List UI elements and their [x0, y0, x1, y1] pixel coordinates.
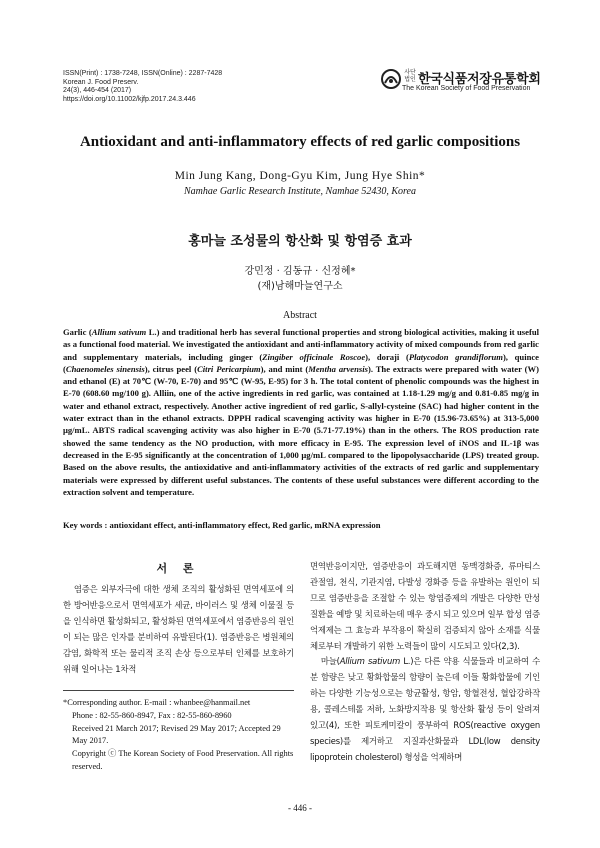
authors: Min Jung Kang, Dong-Gyu Kim, Jung Hye Shin*	[174, 170, 426, 182]
dates: Received 21 March 2017; Revised 29 May 2017; Accepted 29 May 2017.	[72, 723, 281, 746]
society-logo	[380, 66, 552, 96]
affiliation-korean: (재)남해마늘연구소	[257, 281, 343, 292]
authors-korean: 강민정 · 김동규 · 신정혜*	[244, 266, 356, 277]
abstract-heading: Abstract	[283, 310, 317, 321]
society-small-label: 사단 법인	[404, 69, 416, 83]
issn: ISSN(Print) : 1738-7248, ISSN(Online) : 2287-7428	[63, 70, 223, 77]
affiliation: Namhae Garlic Research Institute, Namhae 52430, Korea	[183, 186, 416, 197]
journal-volume: 24(3), 446-454 (2017)	[63, 87, 132, 95]
section-heading-introduction: 서 론	[156, 562, 200, 575]
journal-info	[63, 70, 222, 104]
intro-left-column: 염증은 외부자극에 대한 생체 조직의 활성화된 면역세포에 의한 방어반응으로서 면역세포가 세균, 바이러스 및 생체 이물질 등을 인식하면 활성화되고, 활성화된 면역세포에서 염증반응의 원인이 되는 많은 인자를 분비하여 유발된다(1). 염증반응은 병원체의 감염, 화학적 또는 물리적 조직 손상 등으로부터 인체를 보호하기 위해 일어나는 1차적	[63, 584, 294, 674]
copyright: Copyright ⓒ The Korean Society of Food Preservation. All rights reserved.	[72, 749, 294, 771]
intro-right-column: 면역반응이지만, 염증반응이 과도해지면 동맥경화증, 류마티스 관절염, 천식, 기관지염, 다발성 경화증 등을 유발하는 원인이 되므로 염증반응을 조절할 수 있는 항염증제의 개발은 다양한 만성 질환을 예방 및 치료하는데 매우 중시 되고 있으며 일부 합성 염증 억제제는 그 효능과 부작용이 확실히 검증되지 않아 소재를 식물체로부터 개발하기 위한 노력들이 많이 시도되고 있다(2,3). 마늘(Allium sativum L.)은 다른 약용 식물들과 비교하여 수분 함량은 낮고 황화합물의 함량이 높은데 이들 황화합물에 기인하는 다양한 기능성으로는 항균활성, 항암, 항혈전성, 혈압강하작용, 콜레스테롤 저하, 노화방지작용 및 항산화 활성 등이 알려져 있고(4), 또한 피토케미칼이 풍부하여 ROS(reactive oxygen species)를 제거하고 지질과산화물과 LDL(low density lipoprotein cholesterol) 형성을 억제하며	[310, 561, 540, 762]
corresponding-author: *Corresponding author. E-mail : whanbee@hanmail.net	[63, 698, 251, 707]
footnote-divider	[63, 690, 294, 691]
society-name-ko: 한국식품저장유통학회	[418, 72, 541, 87]
society-name-en: The Korean Society of Food Preservation	[402, 85, 531, 92]
keywords: Key words : antioxidant effect, anti-inflammatory effect, Red garlic, mRNA expression	[63, 520, 381, 530]
society-emblem-icon	[380, 68, 402, 90]
page-number: - 446 -	[288, 803, 312, 813]
paper-title: Antioxidant and anti-inflammatory effects of red garlic compositions	[79, 134, 521, 150]
abstract-text: Garlic (Allium sativum L.) and traditional herb has several functional properties and strong biological activities, making it useful as a functional food material. We investigated the antioxidant and anti-inflammatory activity of mixed compounds from red garlic and supplementary materials, including ginger (Zingiber officinale Roscoe), doraji (Platycodon grandiflorum), quince (Chaenomeles sinensis), citrus peel (Citri Pericarpium), and mint (Mentha arvensis). The extracts were prepared with water (W) and ethanol (E) at 70℃ (W-70, E-70) and 95℃ (W-95, E-95) for 3 h. The total content of phenolic compounds was the highest in E-70 (608.60 mg/100 g). Alliin, one of the active ingredients in red garlic, was contained at 1.18-1.29 mg/g and 0.81-0.85 mg/g in water and ethanol extract, respectively. Another active ingredient of red garlic, S-allyl-cysteine (SAC) had higher content in the water extract than in the ethanol extracts. DPPH radical scavenging activity was higher in E-70 (15.96-73.65%) at 313-5,000 μg/mL. ABTS radical scavenging activity was also higher in E-70 (5.71-77.19%) than in the others. The ROS production rate showed the same tendency as the NO production, with more efficacy in E-95. The expression level of iNOS and IL-1β was decreased in the E-95 significantly at the concentration of 1,000 μg/mL compared to the lipopolysaccharide (LPS) treated group. Based on the above results, the antioxidative and anti-inflammatory activities of the extracts of red garlic and supplementary materials were expressed by different useful substances. The contents of these useful substances were different according to the extraction solvent and temperature.	[63, 327, 539, 497]
phone-fax: Phone : 82-55-860-8947, Fax : 82-55-860-8960	[72, 710, 232, 720]
doi-link[interactable]: https://doi.org/10.11002/kjfp.2017.24.3.446	[63, 95, 196, 103]
footnote	[63, 697, 294, 774]
paper-title-korean: 홍마늘 조성물의 항산화 및 항염증 효과	[188, 234, 412, 249]
journal-name: Korean J. Food Preserv.	[63, 78, 139, 86]
